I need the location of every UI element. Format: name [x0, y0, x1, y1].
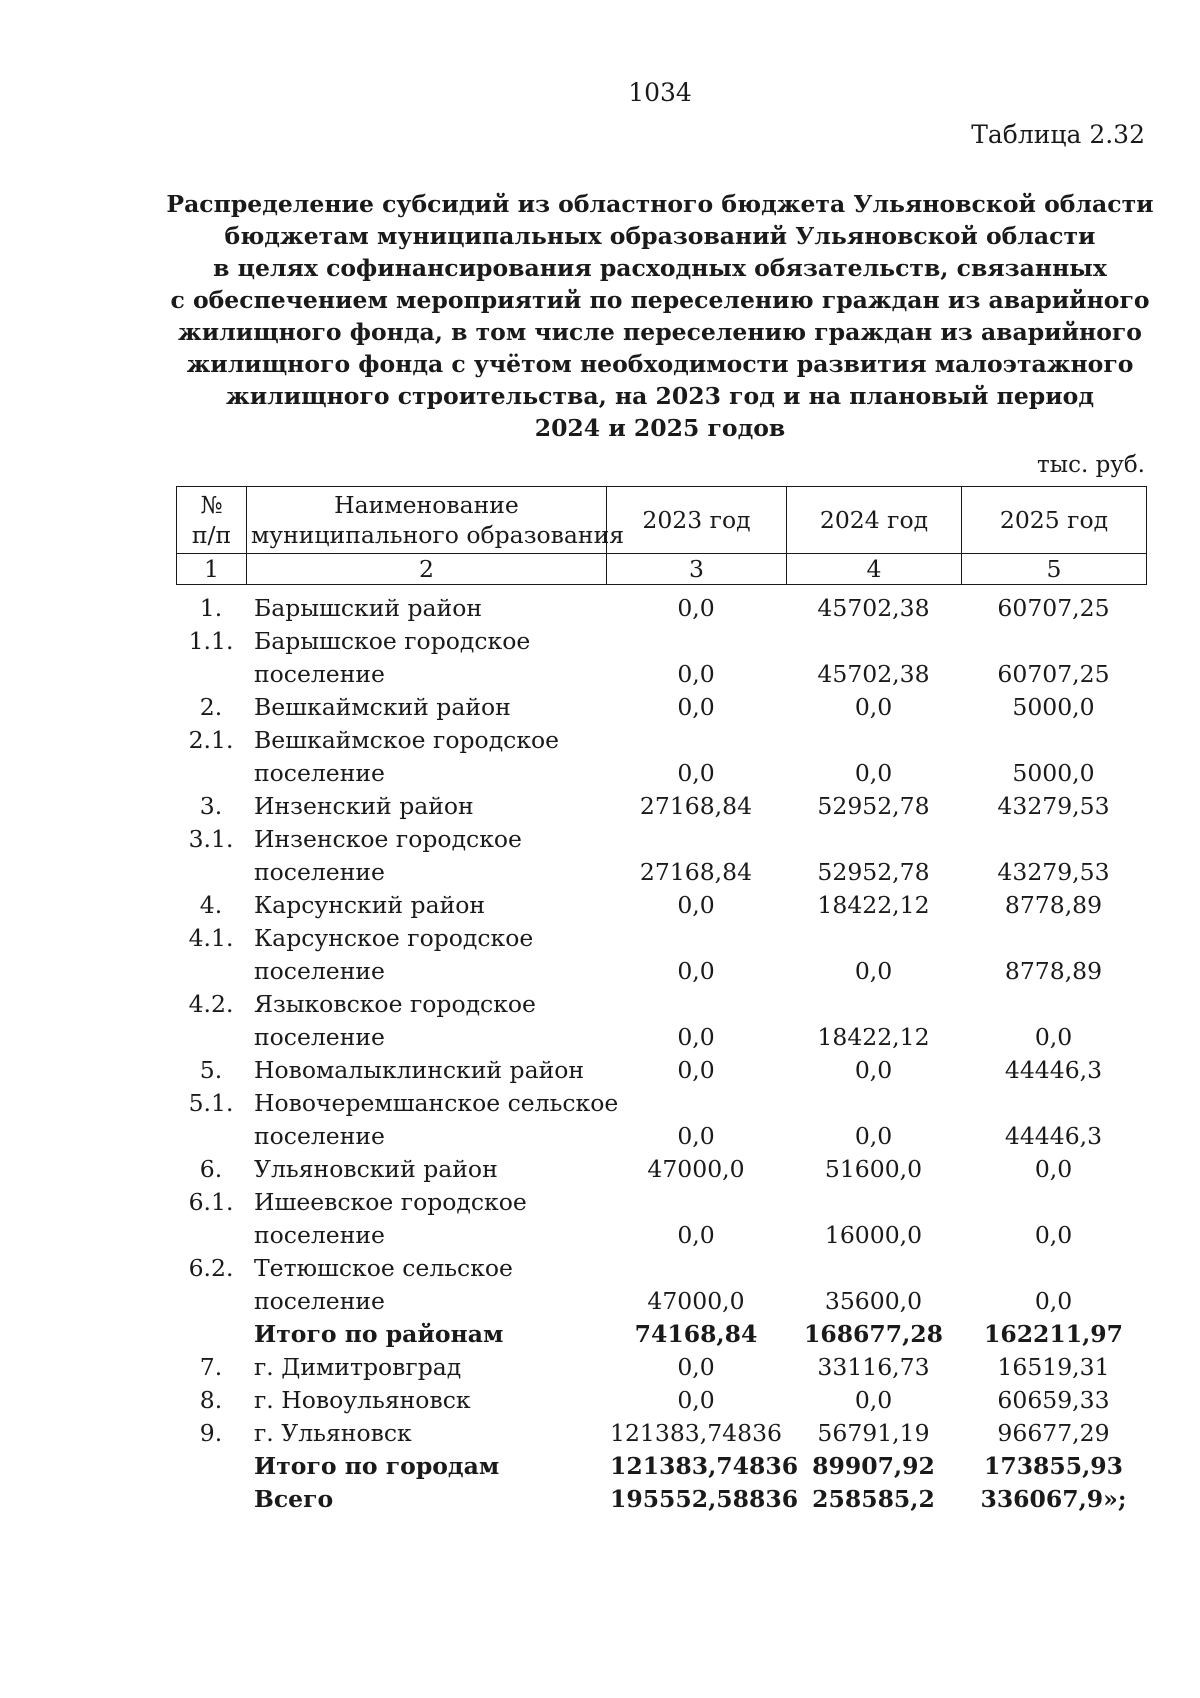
value-2023: 0,0 [677, 891, 715, 919]
header-name-line: муниципального образования [251, 521, 625, 549]
municipality-name [246, 922, 606, 988]
value-2025: 8778,89 [1004, 891, 1103, 919]
value-2023: 0,0 [677, 1353, 715, 1381]
value-2024: 0,0 [854, 1056, 893, 1084]
title-line: бюджетам муниципальных образований Ульяновской области [224, 222, 1096, 250]
value-2023: 195552,58836 [610, 1485, 799, 1513]
header-2024: 2024 год [787, 487, 962, 554]
municipality-name-line: г. Димитровград [254, 1353, 462, 1381]
row-number: 2.1. [188, 726, 234, 754]
header-name [247, 487, 625, 554]
value-2023: 0,0 [677, 594, 715, 622]
municipality-name [246, 592, 606, 625]
value-2023: 0,0 [677, 1122, 715, 1150]
value-2025: 8778,89 [1004, 957, 1103, 985]
title-line: в целях софинансирования расходных обязательств, связанных [213, 254, 1107, 282]
municipality-name-line: Языковское городское [254, 990, 536, 1018]
row-number [176, 1450, 246, 1483]
value-2024: 89907,92 [812, 1452, 935, 1480]
row-number: 4.1. [188, 924, 234, 952]
value-2024: 16000,0 [824, 1221, 923, 1249]
table-row [176, 592, 1146, 625]
value-2023: 121383,74836 [610, 1452, 799, 1480]
municipality-name-line: Тетюшское сельское [254, 1254, 513, 1282]
municipality-name [246, 790, 606, 823]
municipality-name [246, 1417, 606, 1450]
value-2023: 121383,74836 [610, 1419, 782, 1447]
municipality-name [246, 1087, 619, 1153]
table-row [176, 691, 1146, 724]
table-row [176, 922, 1146, 988]
row-number [176, 1483, 246, 1516]
column-number: 3 [607, 554, 787, 585]
row-number: 2. [199, 693, 223, 721]
municipality-name-line: поселение [254, 1122, 385, 1150]
value-2025: 5000,0 [1012, 693, 1095, 721]
value-2025: 43279,53 [997, 792, 1110, 820]
row-number: 8. [199, 1386, 223, 1414]
table-row [176, 1351, 1146, 1384]
value-2024: 0,0 [854, 957, 893, 985]
table-row [176, 823, 1146, 889]
value-2025: 60707,25 [997, 660, 1110, 688]
value-2025: 5000,0 [1012, 759, 1095, 787]
header-num [177, 487, 247, 554]
table-row [176, 1252, 1146, 1318]
value-2024: 0,0 [854, 759, 893, 787]
row-number: 1.1. [188, 627, 234, 655]
value-2023: 0,0 [677, 693, 715, 721]
value-2025: 44446,3 [1004, 1122, 1103, 1150]
table-row [176, 988, 1146, 1054]
header-2023: 2023 год [607, 487, 787, 554]
municipality-name-line: Ульяновский район [254, 1155, 498, 1183]
municipality-name [246, 1054, 606, 1087]
value-2024: 0,0 [854, 693, 893, 721]
municipality-name-line: поселение [254, 858, 385, 886]
value-2024: 168677,28 [804, 1320, 943, 1348]
value-2023: 0,0 [677, 1221, 715, 1249]
value-2023: 0,0 [677, 1023, 715, 1051]
value-2024: 0,0 [854, 1122, 893, 1150]
value-2023: 74168,84 [634, 1320, 758, 1348]
value-2024: 18422,12 [817, 1023, 930, 1051]
value-2024: 35600,0 [824, 1287, 923, 1315]
municipality-name [246, 889, 606, 922]
value-2025: 0,0 [1034, 1221, 1073, 1249]
table-row [176, 1054, 1146, 1087]
municipality-name-line: Всего [254, 1485, 334, 1513]
municipality-name-line: Новочеремшанское сельское [254, 1089, 619, 1117]
header-num-line: № [200, 491, 223, 519]
row-number: 5.1. [188, 1089, 234, 1117]
row-number: 4.2. [188, 990, 234, 1018]
municipality-name [246, 625, 606, 691]
document-title [150, 188, 1170, 444]
value-2025: 162211,97 [984, 1320, 1123, 1348]
municipality-name-line: поселение [254, 759, 385, 787]
municipality-name-line: Инзенский район [254, 792, 474, 820]
value-2023: 47000,0 [647, 1287, 745, 1315]
value-2025: 60707,25 [997, 594, 1110, 622]
table-row [176, 625, 1146, 691]
municipality-name-line: Барышское городское [254, 627, 531, 655]
municipality-name-line: поселение [254, 660, 385, 688]
row-number [176, 1318, 246, 1351]
header-name-line: Наименование [334, 491, 519, 519]
municipality-name [246, 823, 606, 889]
table-row [176, 1153, 1146, 1186]
value-2025: 336067,9»; [980, 1485, 1127, 1513]
page-number: 1034 [628, 78, 692, 107]
municipality-name [246, 1252, 606, 1318]
total-row [176, 1318, 1146, 1351]
value-2024: 45702,38 [817, 660, 930, 688]
value-2024: 51600,0 [824, 1155, 923, 1183]
table-row [176, 1417, 1146, 1450]
municipality-name-line: Итого по районам [254, 1320, 504, 1348]
value-2024: 52952,78 [817, 858, 930, 886]
row-number: 4. [199, 891, 223, 919]
municipality-name [246, 1318, 606, 1351]
row-number: 6. [199, 1155, 223, 1183]
row-number: 9. [199, 1419, 223, 1447]
value-2025: 44446,3 [1004, 1056, 1103, 1084]
value-2025: 96677,29 [997, 1419, 1110, 1447]
municipality-name [246, 1153, 606, 1186]
municipality-name-line: Вешкаймское городское [254, 726, 560, 754]
value-2023: 0,0 [677, 1386, 715, 1414]
title-line: жилищного фонда, в том числе переселению граждан из аварийного [178, 318, 1142, 346]
municipality-name [246, 1450, 606, 1483]
row-number: 5. [199, 1056, 223, 1084]
title-line: жилищного фонда с учётом необходимости развития малоэтажного [186, 350, 1134, 378]
municipality-name-line: г. Новоульяновск [254, 1386, 471, 1414]
municipality-name [246, 1186, 606, 1252]
title-line: Распределение субсидий из областного бюджета Ульяновской области [166, 190, 1154, 218]
municipality-name-line: Ишеевское городское [254, 1188, 527, 1216]
row-number: 6.2. [188, 1254, 234, 1282]
table-row [176, 724, 1146, 790]
value-2025: 173855,93 [984, 1452, 1123, 1480]
subsidy-table [176, 592, 1146, 1516]
header-2025: 2025 год [962, 487, 1147, 554]
value-2024: 45702,38 [817, 594, 930, 622]
municipality-name-line: Карсунский район [254, 891, 486, 919]
row-number: 7. [199, 1353, 223, 1381]
value-2024: 258585,2 [812, 1485, 935, 1513]
column-number: 5 [962, 554, 1147, 585]
value-2024: 56791,19 [817, 1419, 930, 1447]
table-row [176, 1087, 1146, 1153]
header-row [177, 487, 1147, 554]
value-2025: 0,0 [1034, 1155, 1073, 1183]
value-2023: 0,0 [677, 660, 715, 688]
value-2023: 27168,84 [639, 792, 753, 820]
value-2023: 47000,0 [647, 1155, 745, 1183]
municipality-name-line: г. Ульяновск [254, 1419, 412, 1447]
row-number: 1. [199, 594, 223, 622]
value-2024: 0,0 [854, 1386, 893, 1414]
title-line: жилищного строительства, на 2023 год и на плановый период [226, 382, 1094, 410]
header-num-line: п/п [191, 521, 232, 549]
title-line: с обеспечением мероприятий по переселению граждан из аварийного [170, 286, 1150, 314]
table-body [176, 592, 1146, 1516]
value-2024: 18422,12 [817, 891, 930, 919]
municipality-name [246, 1384, 606, 1417]
value-2023: 0,0 [677, 759, 715, 787]
table-row [176, 790, 1146, 823]
value-2025: 43279,53 [997, 858, 1110, 886]
value-2023: 27168,84 [639, 858, 753, 886]
column-number: 1 [177, 554, 247, 585]
municipality-name-line: поселение [254, 1221, 385, 1249]
municipality-name-line: поселение [254, 1023, 385, 1051]
total-row [176, 1450, 1146, 1483]
total-row [176, 1483, 1146, 1516]
title-line: 2024 и 2025 годов [534, 414, 786, 442]
column-number: 2 [247, 554, 607, 585]
municipality-name-line: Вешкаймский район [254, 693, 511, 721]
row-number: 6.1. [188, 1188, 234, 1216]
value-2025: 0,0 [1034, 1287, 1073, 1315]
municipality-name [246, 691, 606, 724]
municipality-name-line: Итого по городам [254, 1452, 500, 1480]
municipality-name-line: поселение [254, 1287, 385, 1315]
value-2025: 16519,31 [997, 1353, 1110, 1381]
table-label: Таблица 2.32 [971, 120, 1145, 149]
value-2023: 0,0 [677, 1056, 715, 1084]
value-2025: 0,0 [1034, 1023, 1073, 1051]
value-2025: 60659,33 [997, 1386, 1110, 1414]
column-number-row [177, 554, 1147, 585]
municipality-name-line: Инзенское городское [254, 825, 522, 853]
table-row [176, 1384, 1146, 1417]
units-label: тыс. руб. [1037, 452, 1145, 478]
table-row [176, 889, 1146, 922]
table-header [176, 486, 1147, 585]
municipality-name-line: Новомалыклинский район [254, 1056, 585, 1084]
municipality-name [246, 988, 606, 1054]
value-2024: 52952,78 [817, 792, 930, 820]
row-number: 3.1. [188, 825, 234, 853]
value-2023: 0,0 [677, 957, 715, 985]
municipality-name [246, 1483, 606, 1516]
municipality-name-line: поселение [254, 957, 385, 985]
municipality-name [246, 724, 606, 790]
municipality-name-line: Карсунское городское [254, 924, 534, 952]
table-row [176, 1186, 1146, 1252]
column-number: 4 [787, 554, 962, 585]
value-2024: 33116,73 [817, 1353, 930, 1381]
municipality-name-line: Барышский район [254, 594, 483, 622]
municipality-name [246, 1351, 606, 1384]
row-number: 3. [199, 792, 223, 820]
